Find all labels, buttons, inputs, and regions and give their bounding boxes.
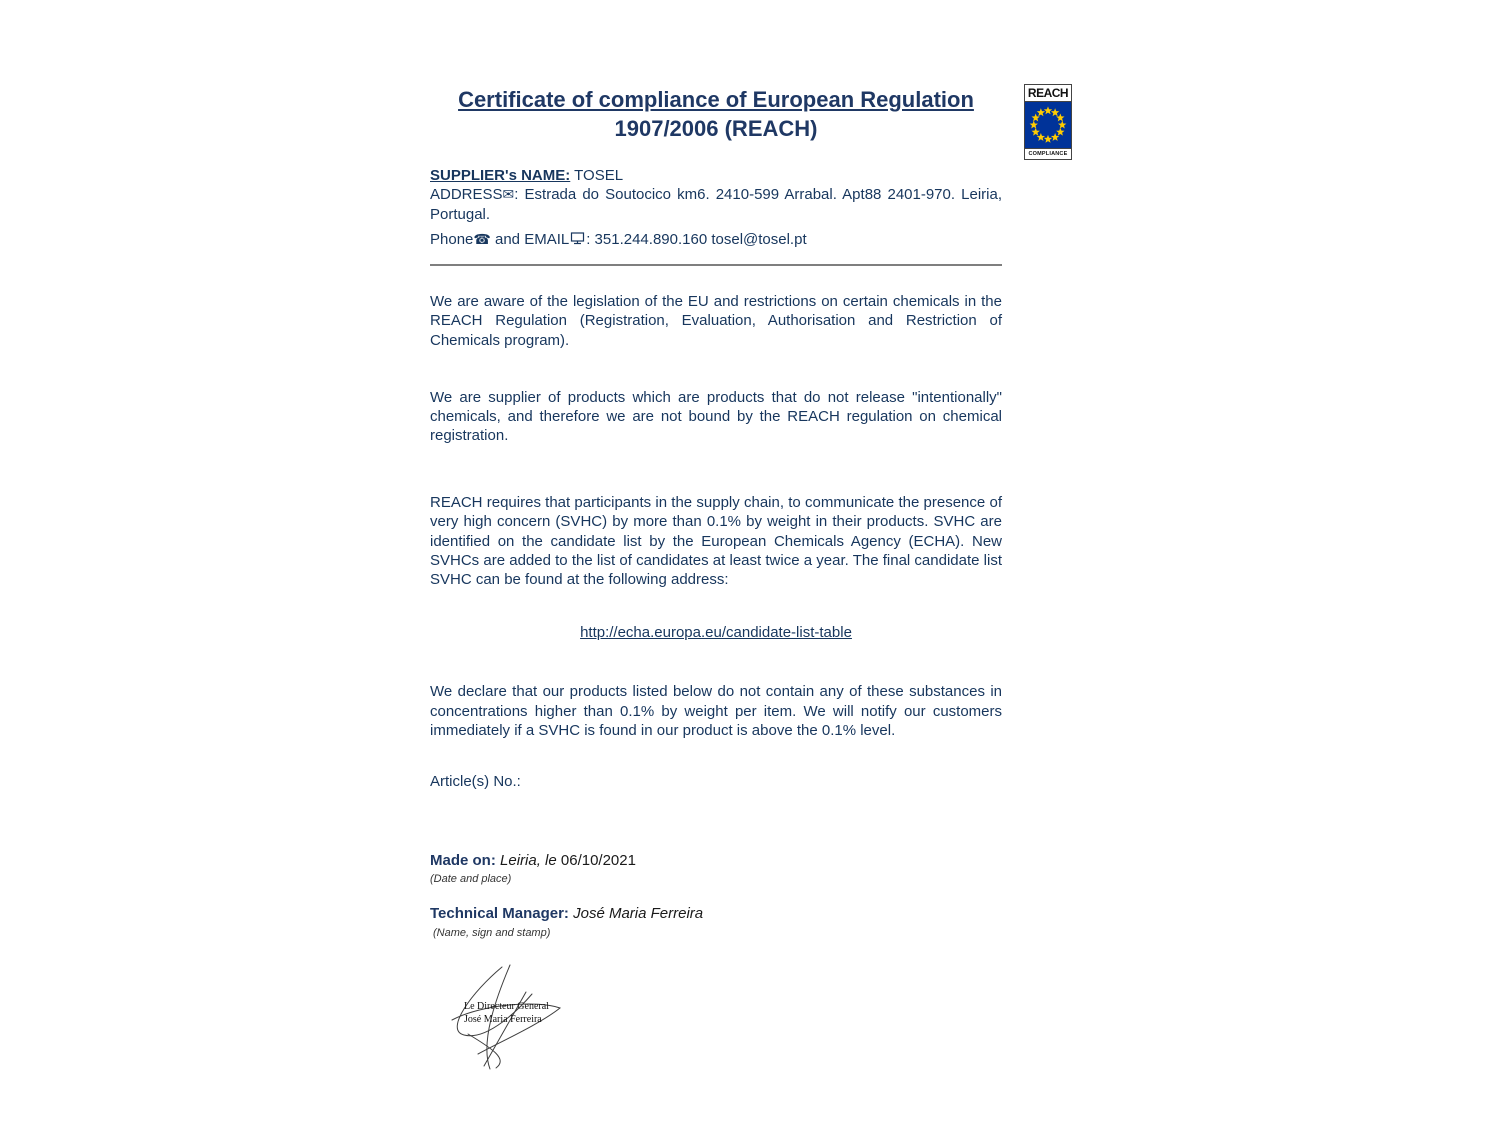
address-value: Estrada do Soutocico km6. 2410-599 Arrabal. Apt88 2401-970. Leiria, Portugal. <box>430 186 1002 224</box>
technical-manager-name: José Maria Ferreira <box>568 905 704 923</box>
made-on-date: 06/10/2021 <box>556 852 636 870</box>
paragraph-awareness: We are aware of the legislation of the EU and restrictions on certain chemicals in the REACH Regulation (Registration, Evaluation, Authorisation and Restriction of Chemicals program). <box>430 293 1002 349</box>
supplier-contact-line <box>430 230 1002 250</box>
page-title-line2: 1907/2006 (REACH) <box>614 116 818 142</box>
paragraph-supplier-statement: We are supplier of products which are products that do not release "intentionally" chemicals, and therefore we are not bound by the REACH regulation on chemical registration. <box>430 388 1002 445</box>
signature-line1: Le Directeur General <box>464 1000 549 1012</box>
made-on-line <box>430 851 1002 870</box>
contact-value: 351.244.890.160 tosel@tosel.pt <box>590 231 807 249</box>
logo-reach-text: REACH <box>1025 85 1071 102</box>
made-on-place: Leiria, le <box>495 852 557 870</box>
technical-manager-label: Technical Manager: <box>430 905 569 923</box>
email-label: and EMAIL <box>490 231 570 249</box>
supplier-name-value: TOSEL <box>570 166 624 184</box>
address-label: ADDRESS <box>430 186 503 204</box>
supplier-name-label: SUPPLIER's NAME: <box>430 166 571 184</box>
section-divider <box>430 264 1002 266</box>
article-number-label: Article(s) No.: <box>430 772 521 790</box>
signature-block <box>438 964 578 1072</box>
paragraph-declaration: We declare that our products listed below do not contain any of these substances in concentrations higher than 0.1% by weight per item. We will notify our customers immediately if a SVHC is found in our product is above the 0.1% level. <box>430 683 1002 739</box>
signature-text <box>464 1000 549 1026</box>
page-title-line1: Certificate of compliance of European Regulation <box>458 87 974 112</box>
candidate-list-link-row <box>430 623 1002 642</box>
phone-label: Phone <box>430 231 474 249</box>
address-separator: : <box>514 186 519 204</box>
supplier-name-line <box>430 166 1002 185</box>
made-on-label: Made on: <box>430 852 496 870</box>
contact-separator: : <box>586 231 591 249</box>
signature-line2: José Maria Ferreira <box>464 1013 542 1025</box>
envelope-icon: ✉ <box>502 187 515 204</box>
logo-compliance-text: COMPLIANCE <box>1025 148 1071 159</box>
supplier-address-line <box>430 185 1002 224</box>
name-sign-stamp-hint: (Name, sign and stamp) <box>433 926 551 939</box>
reach-compliance-logo <box>1024 84 1072 160</box>
candidate-list-link[interactable]: http://echa.europa.eu/candidate-list-table <box>580 624 852 642</box>
page-title <box>430 85 1002 144</box>
paragraph-reach-requirements: REACH requires that participants in the supply chain, to communicate the presence of very high concern (SVHC) by more than 0.1% by weight in their products. SVHC are identified on the candidate list by the European Chemicals Agency (ECHA). New SVHCs are added to the list of candidates at least twice a year. The final candidate list SVHC can be found at the following address: <box>430 494 1002 588</box>
eu-stars-icon <box>1025 102 1071 148</box>
technical-manager-line <box>430 904 1002 923</box>
phone-icon: ☎ <box>473 232 491 249</box>
date-place-hint: (Date and place) <box>430 873 512 886</box>
computer-icon <box>570 232 585 245</box>
document-content <box>430 85 1002 1072</box>
